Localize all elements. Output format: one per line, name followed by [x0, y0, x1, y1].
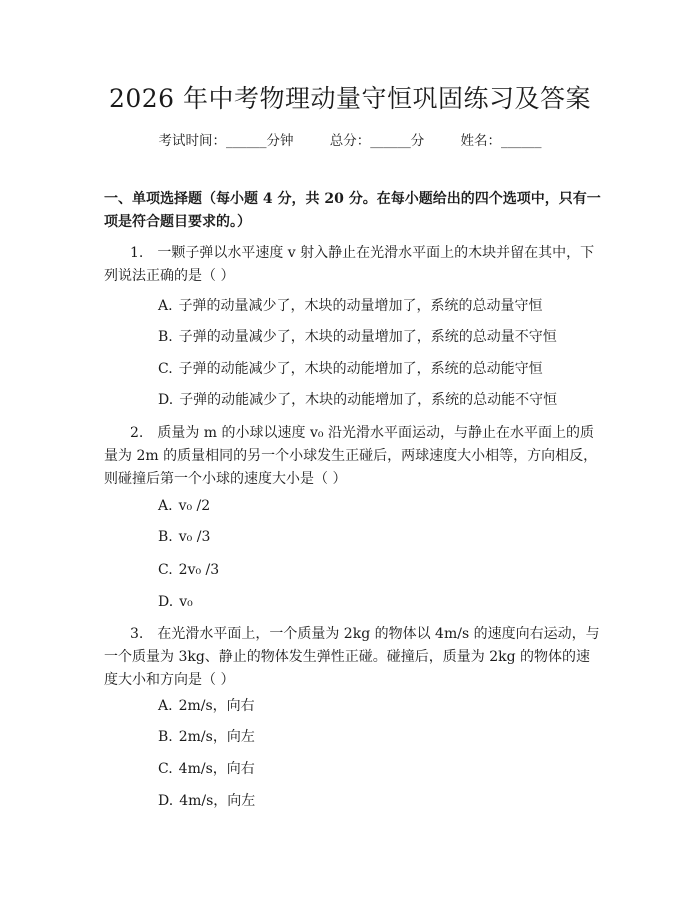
question-3-option-d: [158, 791, 255, 811]
option-text: v₀ /3: [178, 529, 211, 545]
option-letter: B.: [158, 529, 173, 545]
question-2-option-d: [158, 592, 193, 612]
option-text: 子弹的动量减少了，木块的动量增加了，系统的总动量不守恒: [178, 329, 557, 345]
option-letter: C.: [158, 562, 173, 578]
page-title: 2026 年中考物理动量守恒巩固练习及答案: [108, 84, 592, 113]
question-1-stem: 1. 一颗子弹以水平速度 v 射入静止在光滑水平面上的木块并留在其中，下列说法正确的是（ ）: [104, 245, 595, 284]
option-letter: C.: [158, 761, 173, 777]
option-text: 子弹的动能减少了，木块的动能增加了，系统的总动能守恒: [178, 361, 543, 377]
question-2-option-a: [158, 496, 210, 516]
option-letter: C.: [158, 361, 173, 377]
question-2-option-c: [158, 560, 219, 580]
option-letter: D.: [158, 594, 174, 610]
student-name-field: 姓名：______: [460, 133, 542, 149]
total-score-field: 总分：______分: [329, 133, 425, 149]
option-text: 2v₀ /3: [178, 562, 220, 578]
question-1-option-a: [158, 296, 543, 316]
option-letter: A.: [158, 498, 173, 514]
option-text: 子弹的动量减少了，木块的动量增加了，系统的总动量守恒: [178, 298, 543, 314]
option-text: 2m/s，向右: [178, 698, 255, 714]
question-1-option-c: [158, 359, 543, 379]
question-3-option-b: [158, 727, 255, 747]
option-text: 2m/s，向左: [178, 729, 255, 745]
question-1-option-b: [158, 327, 557, 347]
section-heading: 一、单项选择题（每小题 4 分，共 20 分。在每小题给出的四个选项中，只有一项是符合题目要求的。）: [104, 191, 601, 230]
question-2-option-b: [158, 527, 210, 547]
option-text: 子弹的动能减少了，木块的动能增加了，系统的总动能不守恒: [179, 392, 558, 408]
exam-info-row: [0, 130, 700, 152]
question-3-option-c: [158, 759, 255, 779]
option-text: v₀: [179, 594, 193, 610]
option-text: 4m/s，向左: [179, 793, 256, 809]
option-letter: D.: [158, 392, 174, 408]
option-letter: A.: [158, 298, 173, 314]
option-letter: D.: [158, 793, 174, 809]
option-letter: A.: [158, 698, 173, 714]
question-1-option-d: [158, 390, 557, 410]
question-3-stem: 3. 在光滑水平面上，一个质量为 2kg 的物体以 4m/s 的速度向右运动，与一个质量为 3kg、静止的物体发生弹性正碰。碰撞后，质量为 2kg 的物体的速度大小和方向是（ ）: [104, 626, 600, 688]
exam-time-field: 考试时间：______分钟: [158, 133, 294, 149]
option-text: 4m/s，向右: [178, 761, 255, 777]
question-3-option-a: [158, 696, 255, 716]
option-letter: B.: [158, 329, 173, 345]
option-letter: B.: [158, 729, 173, 745]
option-text: v₀ /2: [178, 498, 211, 514]
question-2-stem: 2. 质量为 m 的小球以速度 v₀ 沿光滑水平面运动，与静止在水平面上的质量为 2m 的质量相同的另一个小球发生正碰后，两球速度大小相等，方向相反，则碰撞后第一个小球的速度大小是（ ）: [104, 425, 598, 487]
